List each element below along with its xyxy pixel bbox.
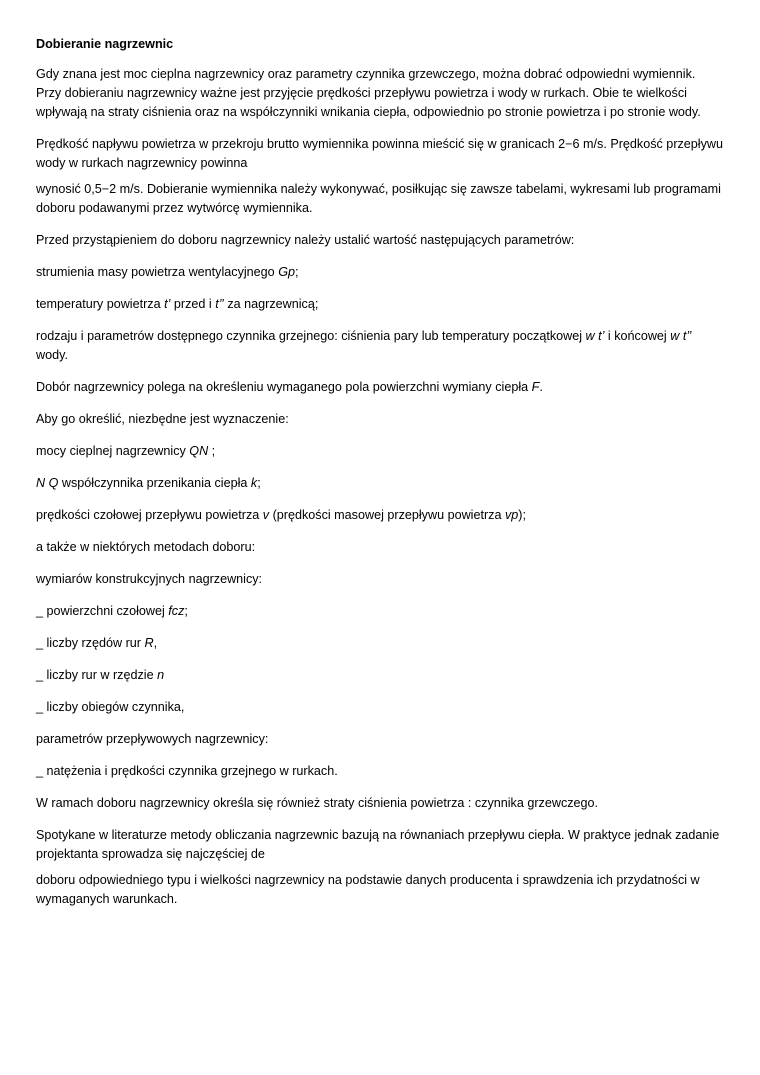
list-item-rows: _ liczby rzędów rur R, <box>36 636 158 650</box>
document-title: Dobieranie nagrzewnic <box>36 37 174 51</box>
paragraph-methods: Spotykane w literaturze metody obliczania nagrzewnic bazują na równaniach przepływu ciepła. W praktyce jednak zadanie projektanta sprowadza się najczęściej de <box>36 828 720 861</box>
paragraph-parameters-intro: Przed przystąpieniem do doboru nagrzewnicy należy ustalić wartość następujących parametrów: <box>36 233 575 247</box>
paragraph-surface-area: Dobór nagrzewnicy polega na określeniu wymaganego pola powierzchni wymiany ciepła F. <box>36 380 543 394</box>
paragraph-determine: Aby go określić, niezbędne jest wyznaczenie: <box>36 412 289 426</box>
paragraph-face-velocity: prędkości czołowej przepływu powietrza v (prędkości masowej przepływu powietrza vp); <box>36 508 526 522</box>
list-item-passes: _ liczby obiegów czynnika, <box>36 700 185 714</box>
paragraph-selection: doboru odpowiedniego typu i wielkości nagrzewnicy na podstawie danych producenta i sprawdzenia ich przydatności w wymaganych warunkach. <box>36 873 700 906</box>
paragraph-flow-params: parametrów przepływowych nagrzewnicy: <box>36 732 269 746</box>
paragraph-heat-power: mocy cieplnej nagrzewnicy QN ; <box>36 444 216 458</box>
paragraph-pressure-loss: W ramach doboru nagrzewnicy określa się również straty ciśnienia powietrza : czynnika grzewczego. <box>36 796 599 810</box>
list-item-face-area: _ powierzchni czołowej fcz; <box>36 604 188 618</box>
paragraph-dimensions: wymiarów konstrukcyjnych nagrzewnicy: <box>36 572 263 586</box>
list-item-flow-rate: _ natężenia i prędkości czynnika grzejnego w rurkach. <box>36 764 338 778</box>
paragraph-temperature: temperatury powietrza t’ przed i t’’ za nagrzewnicą; <box>36 297 319 311</box>
paragraph-mass-flow: strumienia masy powietrza wentylacyjnego Gp; <box>36 265 299 279</box>
paragraph-medium: rodzaju i parametrów dostępnego czynnika grzejnego: ciśnienia pary lub temperatury początkowej w t’ i końcowej w t’’ wody. <box>36 329 692 362</box>
paragraph-air-velocity: Prędkość napływu powietrza w przekroju brutto wymiennika powinna mieścić się w granicach 2−6 m/s. Prędkość przepływu wody w rurkach nagrzewnicy powinna <box>36 137 724 170</box>
paragraph-water-velocity: wynosić 0,5−2 m/s. Dobieranie wymiennika należy wykonywać, posiłkując się zawsze tabelami, wykresami lub programami doboru podawanymi przez wytwórcę wymiennika. <box>36 182 721 215</box>
paragraph-intro: Gdy znana jest moc cieplna nagrzewnicy oraz parametry czynnika grzewczego, można dobrać odpowiedni wymiennik. Przy dobieraniu nagrzewnicy ważne jest przyjęcie prędkości przepływu powietrza i wody w rurkach. Obie te wielkości wpływają na straty ciśnienia oraz na współczynniki wnikania ciepła, odpowiednio po stronie powietrza i po stronie wody. <box>36 67 701 119</box>
list-item-tubes-per-row: _ liczby rur w rzędzie n <box>36 668 165 682</box>
paragraph-transfer-coefficient: N Q współczynnika przenikania ciepła k; <box>36 476 261 490</box>
paragraph-some-methods: a także w niektórych metodach doboru: <box>36 540 256 554</box>
